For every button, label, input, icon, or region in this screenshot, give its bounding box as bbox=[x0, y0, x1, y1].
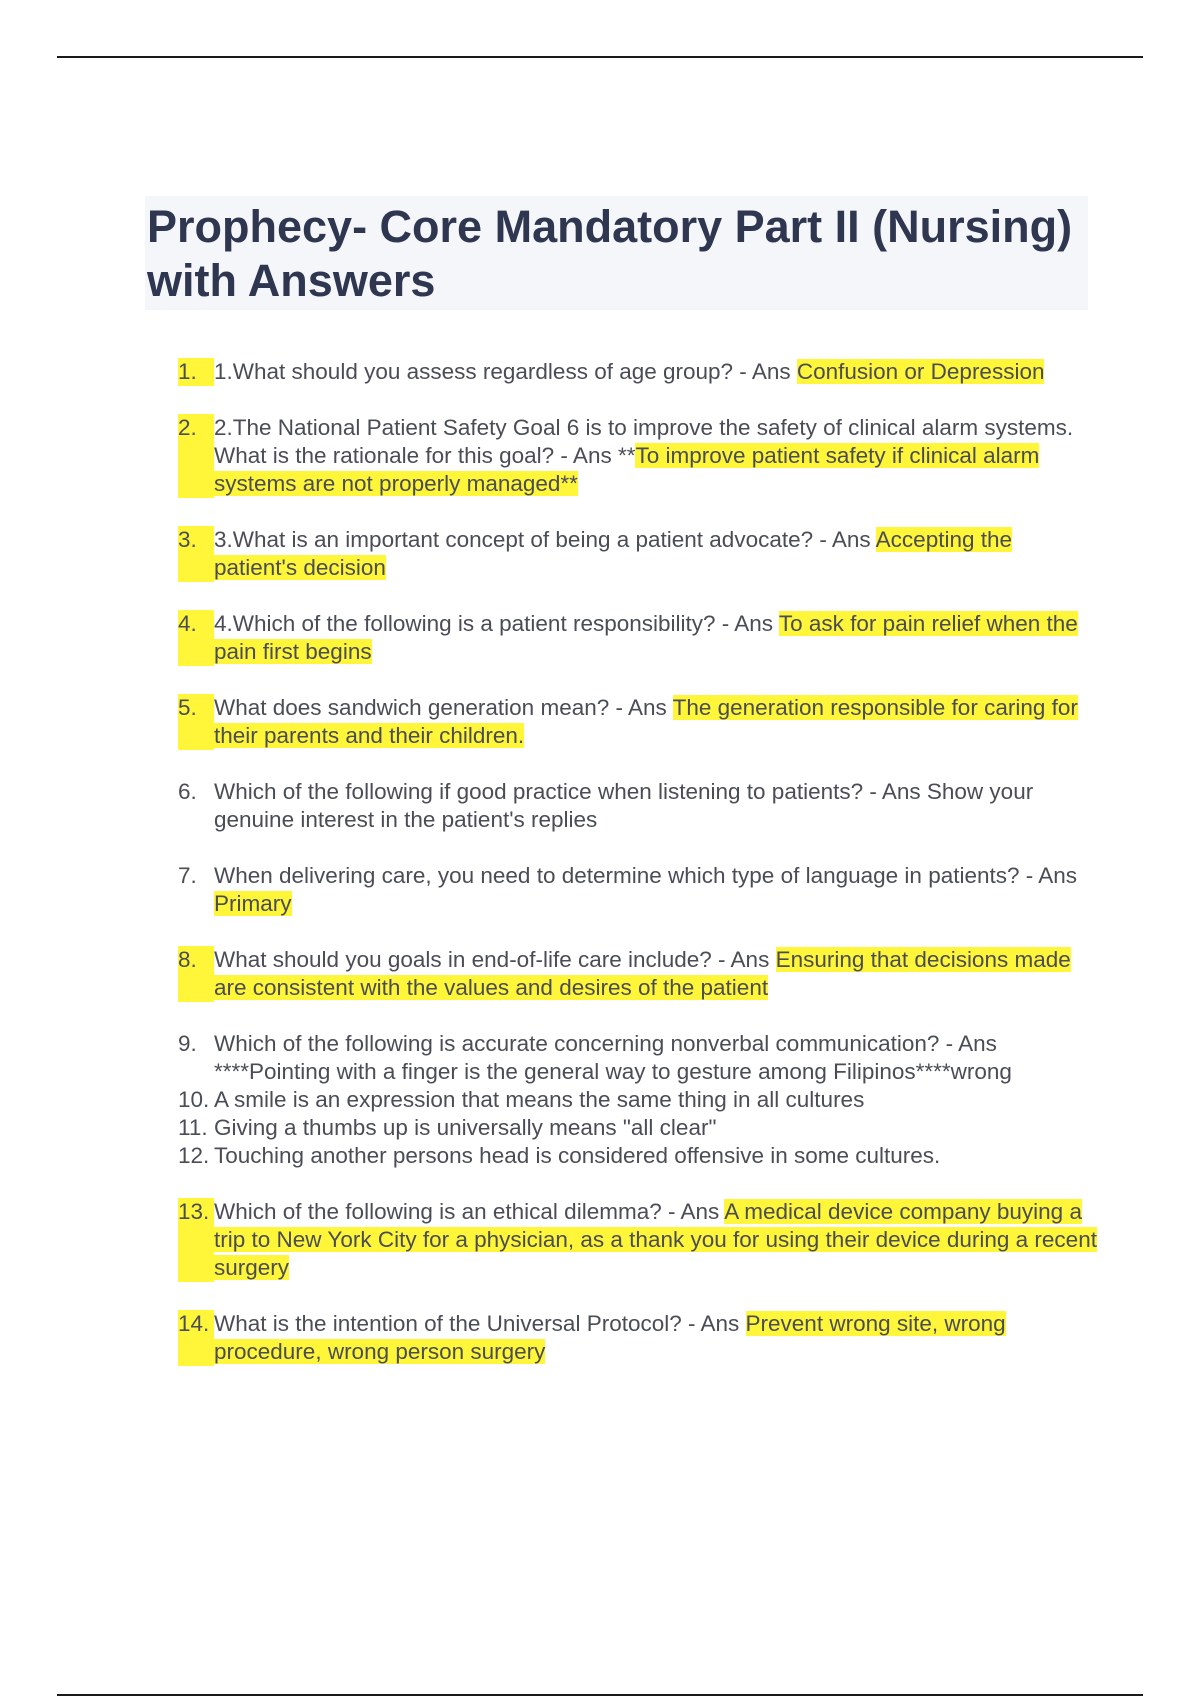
qa-item-14 bbox=[178, 1310, 1098, 1366]
item-question: A smile is an expression that means the same thing in all cultures bbox=[214, 1087, 865, 1112]
item-body bbox=[214, 610, 1098, 666]
item-body bbox=[214, 1086, 1098, 1114]
qa-item-5 bbox=[178, 694, 1098, 750]
qa-item-10 bbox=[178, 1086, 1098, 1114]
item-answer: Primary bbox=[214, 891, 292, 916]
item-question: What should you goals in end-of-life care include? - Ans bbox=[214, 947, 776, 972]
item-answer: Accepting the patient's decision bbox=[214, 527, 1013, 580]
item-question: Touching another persons head is considered offensive in some cultures. bbox=[214, 1143, 941, 1168]
item-number: 7. bbox=[178, 863, 197, 888]
item-body bbox=[214, 694, 1098, 750]
item-number: 1. bbox=[178, 358, 214, 386]
qa-item-9 bbox=[178, 1030, 1098, 1086]
item-number: 10. bbox=[178, 1087, 210, 1112]
item-question: 1.What should you assess regardless of age group? - Ans bbox=[214, 359, 797, 384]
item-answer: Ensuring that decisions made are consistent with the values and desires of the patient bbox=[214, 947, 1071, 1000]
item-body bbox=[214, 862, 1098, 918]
item-number: 12. bbox=[178, 1143, 210, 1168]
title-block bbox=[145, 196, 1088, 310]
item-answer: Confusion or Depression bbox=[796, 359, 1045, 384]
item-question: 3.What is an important concept of being a patient advocate? - Ans bbox=[214, 527, 876, 552]
item-number: 4. bbox=[178, 610, 214, 666]
item-number: 8. bbox=[178, 946, 214, 1002]
top-rule bbox=[57, 56, 1143, 58]
item-body bbox=[214, 1114, 1098, 1142]
item-body bbox=[214, 414, 1098, 498]
item-question: What is the intention of the Universal Protocol? - Ans bbox=[214, 1311, 746, 1336]
item-answer: Prevent wrong site, wrong procedure, wrong person surgery bbox=[214, 1311, 1006, 1364]
qa-item-1 bbox=[178, 358, 1098, 386]
item-question: Which of the following is accurate concerning nonverbal communication? - Ans ****Pointing with a finger is the general way to gesture among Filipinos****wrong bbox=[214, 1031, 1012, 1084]
item-question: 4.Which of the following is a patient responsibility? - Ans bbox=[214, 611, 779, 636]
item-body bbox=[214, 358, 1098, 386]
item-body bbox=[214, 946, 1098, 1002]
item-answer: A medical device company buying a trip to New York City for a physician, as a thank you for using their device during a recent surgery bbox=[214, 1199, 1097, 1280]
bottom-rule bbox=[57, 1694, 1143, 1696]
item-number: 14. bbox=[178, 1310, 214, 1366]
item-question: What does sandwich generation mean? - Ans bbox=[214, 695, 673, 720]
item-number: 2. bbox=[178, 414, 214, 498]
qa-item-2 bbox=[178, 414, 1098, 498]
qa-item-13 bbox=[178, 1198, 1098, 1282]
item-question: Which of the following is an ethical dilemma? - Ans bbox=[214, 1199, 725, 1224]
item-number: 6. bbox=[178, 779, 197, 804]
item-answer: To improve patient safety if clinical alarm systems are not properly managed** bbox=[214, 443, 1040, 496]
qa-item-7 bbox=[178, 862, 1098, 918]
item-number: 5. bbox=[178, 694, 214, 750]
item-body bbox=[214, 1142, 1098, 1170]
item-number: 3. bbox=[178, 526, 214, 582]
qa-item-3 bbox=[178, 526, 1098, 582]
item-question: Which of the following if good practice when listening to patients? - Ans Show your genuine interest in the patient's replies bbox=[214, 779, 1034, 832]
item-question: 2.The National Patient Safety Goal 6 is to improve the safety of clinical alarm systems. What is the rationale for this goal? - Ans ** bbox=[214, 415, 1074, 468]
item-body bbox=[214, 1198, 1098, 1282]
item-answer: The generation responsible for caring for their parents and their children. bbox=[214, 695, 1078, 748]
item-answer: To ask for pain relief when the pain first begins bbox=[214, 611, 1078, 664]
qa-item-12 bbox=[178, 1142, 1098, 1170]
item-number: 9. bbox=[178, 1031, 197, 1056]
qa-item-11 bbox=[178, 1114, 1098, 1142]
item-number: 11. bbox=[178, 1115, 208, 1140]
qa-item-8 bbox=[178, 946, 1098, 1002]
item-body bbox=[214, 1030, 1098, 1086]
qa-item-6 bbox=[178, 778, 1098, 834]
item-body bbox=[214, 526, 1098, 582]
qa-item-4 bbox=[178, 610, 1098, 666]
item-body bbox=[214, 1310, 1098, 1366]
qa-list bbox=[178, 358, 1098, 1366]
document-title: Prophecy- Core Mandatory Part II (Nursing) with Answers bbox=[147, 201, 1073, 306]
item-question: Giving a thumbs up is universally means "all clear" bbox=[214, 1115, 717, 1140]
item-body bbox=[214, 778, 1098, 834]
item-question: When delivering care, you need to determine which type of language in patients? - Ans bbox=[214, 863, 1078, 888]
item-number: 13. bbox=[178, 1198, 214, 1282]
